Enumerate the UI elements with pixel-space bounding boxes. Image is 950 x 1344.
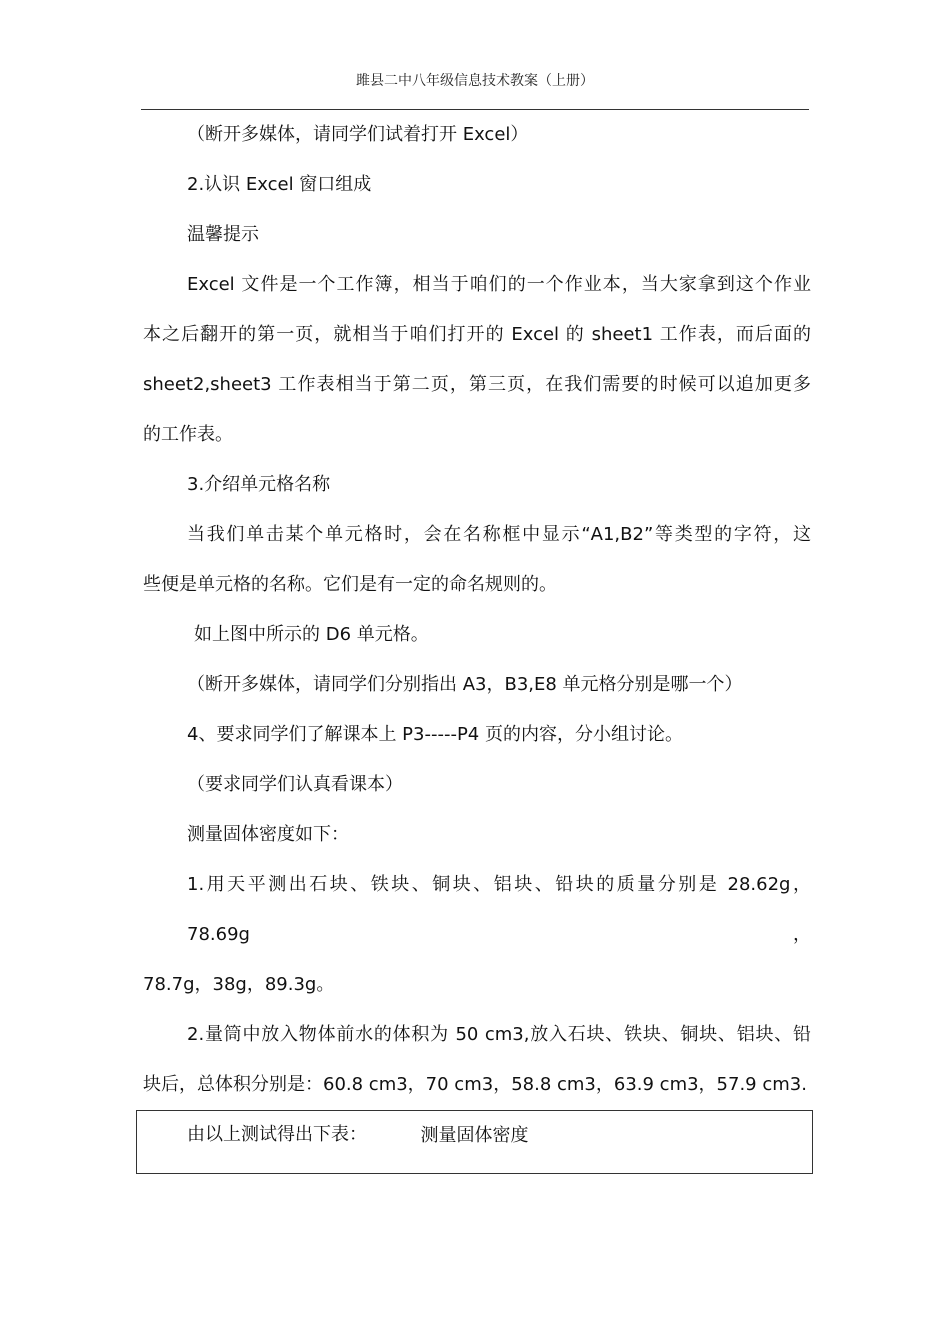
paragraph-mass-line-1: 1.用天平测出石块、铁块、铜块、铝块、铅块的质量分别是 28.62g，78.69g，: [187, 874, 811, 945]
section-heading-textbook: 4、要求同学们了解课本上 P3-----P4 页的内容，分小组讨论。: [187, 724, 683, 745]
paragraph-table-intro: 由以上测试得出下表：: [187, 1124, 367, 1145]
paragraph-identify-cells: （断开多媒体，请同学们分别指出 A3，B3,E8 单元格分别是哪一个）: [187, 674, 743, 695]
tip-heading: 温馨提示: [187, 224, 259, 245]
density-table: [136, 1110, 813, 1174]
document-body: [143, 110, 811, 1160]
page-header: 雎县二中八年级信息技术教案（上册）: [356, 73, 594, 89]
section-heading-cell-names: 3.介绍单元格名称: [187, 474, 331, 495]
paragraph-read-textbook: （要求同学们认真看课本）: [187, 774, 403, 795]
paragraph-volume-line-2: 块后，总体积分别是：60.8 cm3，70 cm3，58.8 cm3，63.9 cm3，57.9 cm3.: [143, 1074, 807, 1095]
paragraph-cell-names-line-1: 当我们单击某个单元格时，会在名称框中显示“A1,B2”等类型的字符，这: [187, 524, 811, 545]
paragraph-cell-names-line-2: 些便是单元格的名称。它们是有一定的命名规则的。: [143, 574, 557, 595]
paragraph-workbook-line-2: 本之后翻开的第一页，就相当于咱们打开的 Excel 的 sheet1 工作表，而后面的: [143, 324, 811, 345]
paragraph-workbook-line-1: Excel 文件是一个工作簿，相当于咱们的一个作业本，当大家拿到这个作业: [187, 274, 811, 295]
density-table-title: 测量固体密度: [420, 1125, 529, 1146]
paragraph-open-excel: （断开多媒体，请同学们试着打开 Excel）: [187, 124, 529, 145]
section-heading-excel-window: 2.认识 Excel 窗口组成: [187, 174, 372, 195]
paragraph-volume-line-1: 2.量筒中放入物体前水的体积为 50 cm3,放入石块、铁块、铜块、铝块、铅: [187, 1024, 811, 1045]
paragraph-density-intro: 测量固体密度如下：: [187, 824, 349, 845]
paragraph-workbook-line-4: 的工作表。: [143, 424, 233, 445]
paragraph-d6-example: 如上图中所示的 D6 单元格。: [194, 624, 429, 645]
paragraph-workbook-line-3: sheet2,sheet3 工作表相当于第二页，第三页，在我们需要的时候可以追加更多: [143, 374, 811, 395]
paragraph-mass-line-2: 78.7g，38g，89.3g。: [143, 974, 335, 995]
